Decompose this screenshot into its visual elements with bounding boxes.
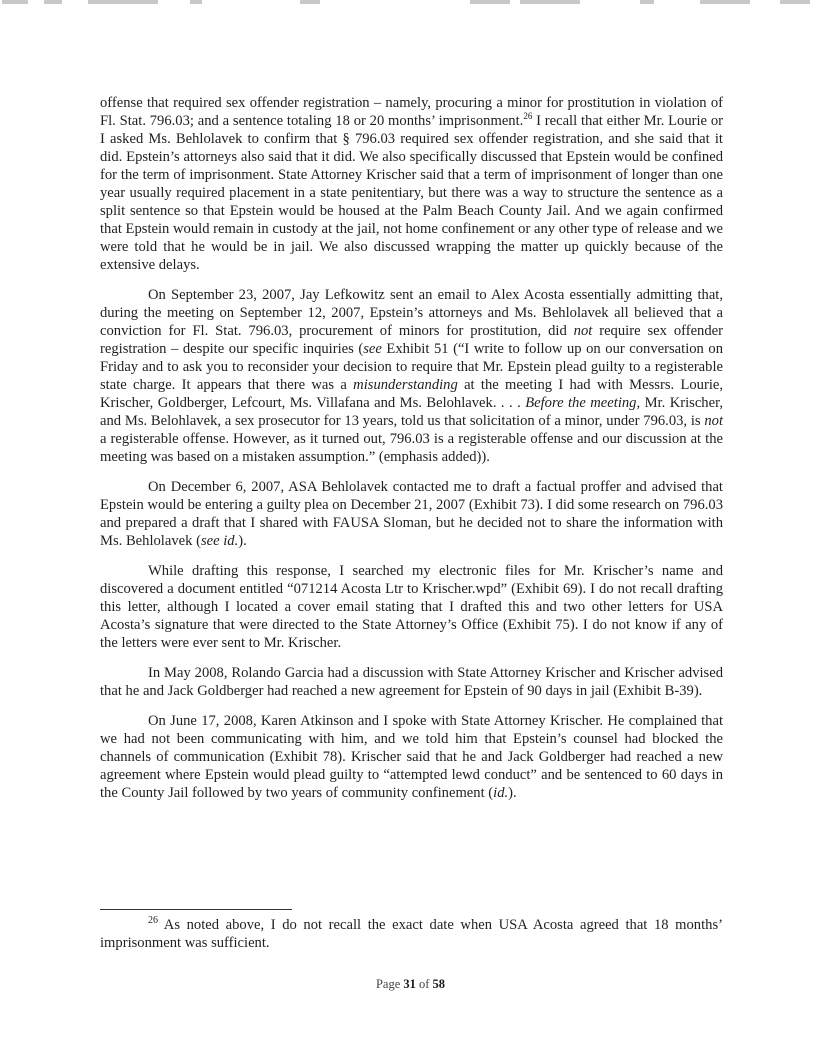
paragraph-3: On December 6, 2007, ASA Behlolavek contacted me to draft a factual proffer and advised that Epstein would be entering a guilty plea on December 21, 2007 (Exhibit 73). I did some research on 796.03 and prepared a draft that I shared with FAUSA Sloman, but he decided not to share the information with Ms. Behlolavek (see id.). <box>100 479 723 549</box>
footnote-number: 26 <box>148 915 158 927</box>
footnote-ref[interactable]: 26 <box>523 111 533 122</box>
footnote-divider <box>100 909 292 910</box>
paragraph-1: offense that required sex offender registration – namely, procuring a minor for prostitution in violation of Fl. Stat. 796.03; and a sentence totaling 18 or 20 months’ imprisonment.$^{26}$ I recall that either Mr. Lourie or I asked Ms. Behlolavek to confirm that § 796.03 required sex offender registration, and she said that it did. Epstein’s attorneys also said that it did. We also specifically discussed that Epstein would be confined for the term of imprisonment. State Attorney Krischer said that a term of imprisonment of longer than one year usually required placement in a state penitentiary, but there was a way to structure the sentence as a split sentence so that Epstein would be housed at the Palm Beach County Jail. And we again confirmed that Epstein would remain in custody at the jail, not home confinement or any other type of release and we were told that he would be in jail. We also discussed wrapping the matter up quickly because of the extensive delays. <box>100 95 723 273</box>
total-pages: 58 <box>432 977 446 991</box>
page-number: Page 31 of 58 <box>375 977 446 991</box>
paragraph-4: While drafting this response, I searched my electronic files for Mr. Krischer’s name and discovered a document entitled “071214 Acosta Ltr to Krischer.wpd” (Exhibit 69). I do not recall drafting this letter, although I located a cover email stating that I drafted this and two other letters for USA Acosta’s signature that were directed to the State Attorney’s Office (Exhibit 75). I do not know if any of the letters were ever sent to Mr. Krischer. <box>100 563 723 651</box>
footnote-26 <box>100 916 723 952</box>
paragraph-6: On June 17, 2008, Karen Atkinson and I spoke with State Attorney Krischer. He complained that we had not been communicating with him, and we told him that Epstein’s counsel had blocked the channels of communication (Exhibit 78). Krischer said that he and Jack Goldberger had reached a new agreement where Epstein would plead guilty to “attempted lewd conduct” and be sentenced to 60 days in the County Jail followed by two years of community confinement (id.). <box>100 713 723 801</box>
paragraph-2: On September 23, 2007, Jay Lefkowitz sent an email to Alex Acosta essentially admitting that, during the meeting on September 12, 2007, Epstein’s attorneys and Ms. Behlolavek all believed that a conviction for Fl. Stat. 796.03, procurement of minors for prostitution, did not require sex offender registration – despite our specific inquiries (see Exhibit 51 (“I write to follow up on our conversation on Friday and to ask you to reconsider your decision to require that Mr. Epstein plead guilty to a registerable state charge. It appears that there was a misunderstanding at the meeting I had with Messrs. Lourie, Krischer, Goldberger, Lefcourt, Ms. Villafana and Ms. Belohlavek. . . . Before the meeting, Mr. Krischer, and Ms. Belohlavek, a sex prosecutor for 13 years, told us that solicitation of a minor, under 796.03, is not a registerable offense. However, as it turned out, 796.03 is a registerable offense and our discussion at the meeting was based on a mistaken assumption.” (emphasis added)). <box>100 287 724 465</box>
paragraph-5: In May 2008, Rolando Garcia had a discussion with State Attorney Krischer and Krischer advised that he and Jack Goldberger had reached a new agreement for Epstein of 90 days in jail (Exhibit B-39). <box>100 665 723 699</box>
footnote-text: As noted above, I do not recall the exact date when USA Acosta agreed that 18 months’ imprisonment was sufficient. <box>100 917 723 951</box>
current-page: 31 <box>403 977 416 991</box>
document-body <box>100 94 723 814</box>
scan-edge-marks <box>0 0 821 8</box>
